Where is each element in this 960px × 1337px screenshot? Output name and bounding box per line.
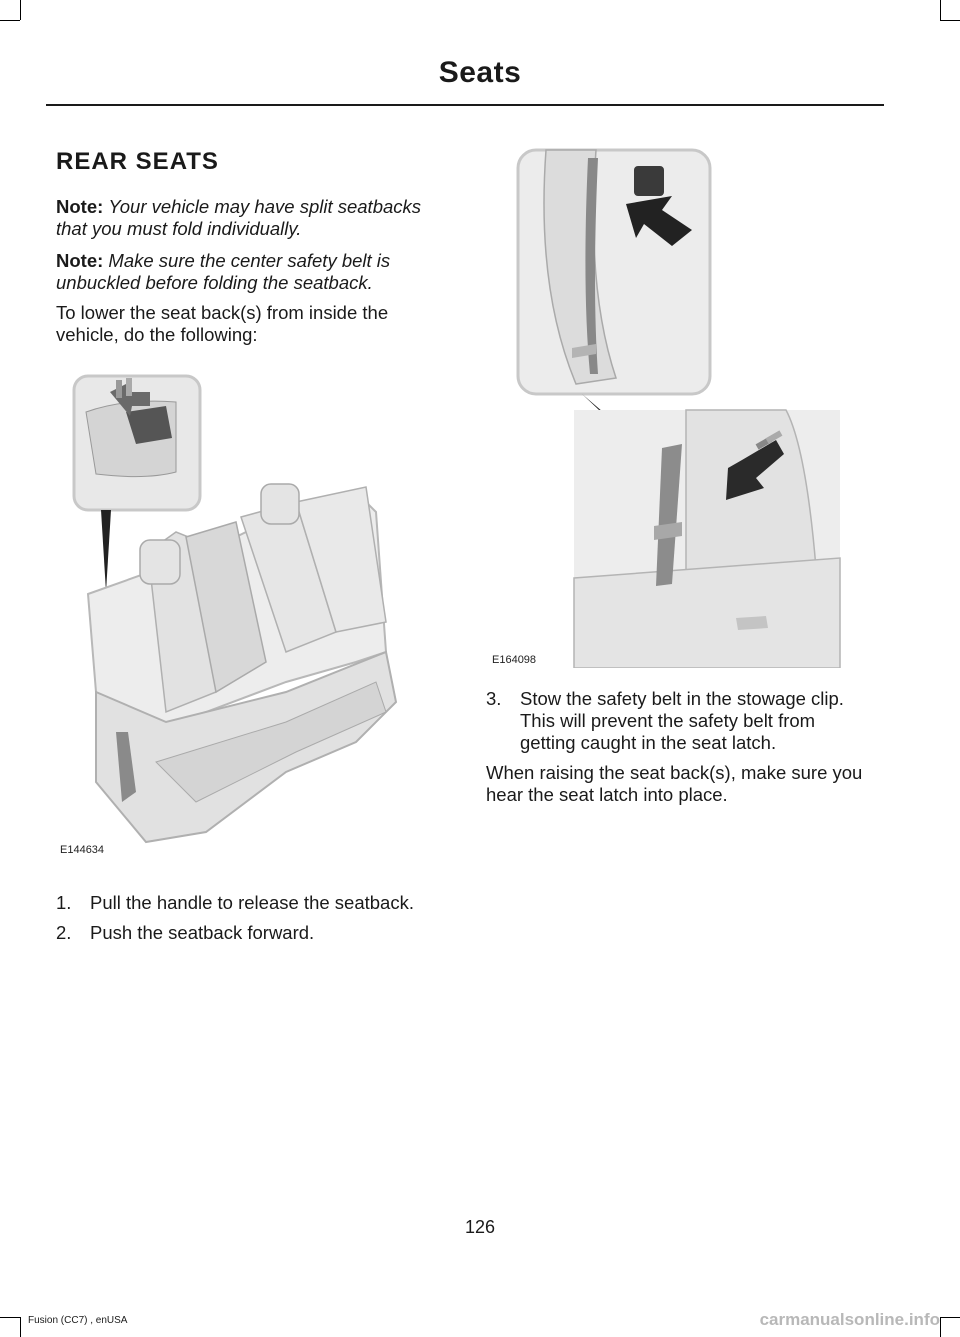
- note-text: Make sure the center safety belt is unbuckled before folding the seatback.: [56, 250, 391, 293]
- step-number: 1.: [56, 892, 72, 913]
- crop-mark: [20, 1317, 21, 1337]
- rear-seat-illustration: [56, 362, 446, 862]
- intro-paragraph: To lower the seat back(s) from inside the vehicle, do the following:: [56, 302, 389, 345]
- note-2: [56, 250, 436, 294]
- note-1: [56, 196, 436, 240]
- list-item: [486, 688, 866, 754]
- page-number: 126: [464, 1217, 496, 1237]
- rear-seat-drawing: [56, 362, 446, 862]
- crop-mark: [940, 20, 960, 21]
- crop-mark: [940, 1317, 960, 1318]
- step-text: Stow the safety belt in the stowage clip. This will prevent the safety belt from getting caught in the seat latch.: [520, 688, 844, 753]
- step-number: 3.: [486, 688, 502, 709]
- crop-mark: [940, 0, 941, 20]
- footer-model: Fusion (CC7) , enUSA: [28, 1315, 128, 1326]
- note-label: Note:: [56, 196, 104, 217]
- crop-mark: [0, 1317, 20, 1318]
- step-number: 2.: [56, 922, 72, 943]
- crop-mark: [940, 1317, 941, 1337]
- section-heading: REAR SEATS: [56, 148, 219, 175]
- list-item: [56, 892, 456, 914]
- note-label: Note:: [56, 250, 104, 271]
- note-text: Your vehicle may have split seatbacks that you must fold individually.: [56, 196, 422, 239]
- list-item: [56, 922, 456, 944]
- belt-stowage-illustration: [486, 148, 846, 668]
- step-text: Push the seatback forward.: [90, 922, 315, 943]
- crop-mark: [20, 0, 21, 20]
- figure-code: E164098: [492, 654, 537, 666]
- watermark: carmanualsonline.info: [759, 1310, 940, 1329]
- figure-code: E144634: [60, 844, 105, 856]
- page-title: Seats: [438, 56, 522, 89]
- closing-paragraph: When raising the seat back(s), make sure you hear the seat latch into place.: [486, 762, 863, 805]
- belt-stowage-drawing: [486, 148, 846, 668]
- header-divider: [46, 104, 884, 106]
- crop-mark: [0, 20, 20, 21]
- step-text: Pull the handle to release the seatback.: [90, 892, 414, 913]
